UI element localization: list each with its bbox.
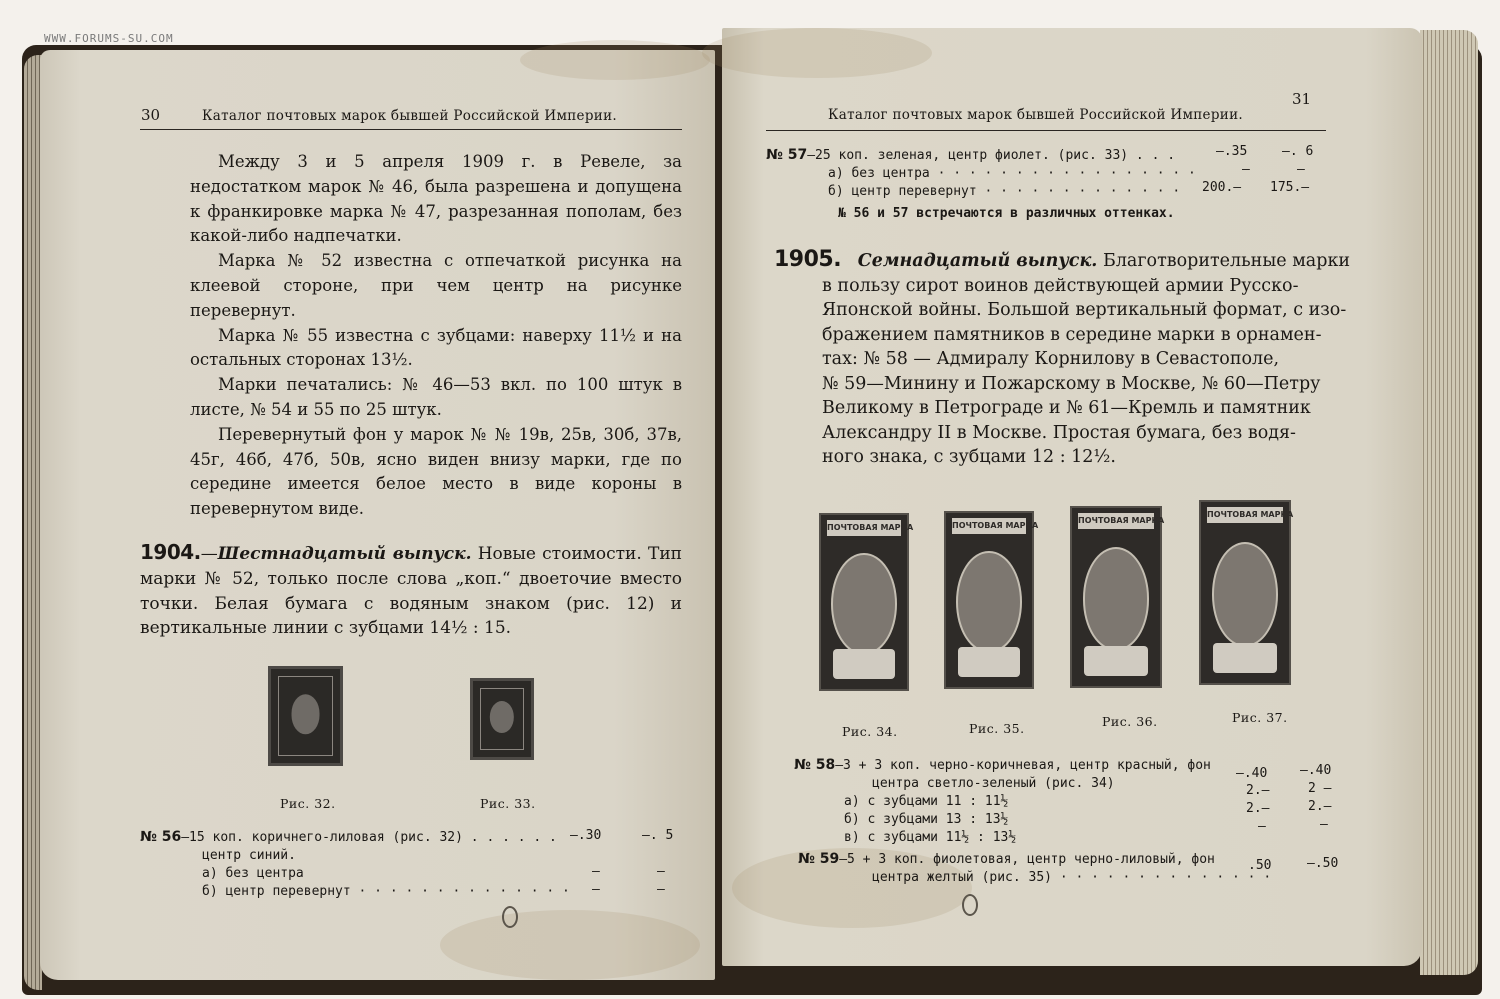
price-used: — — [657, 882, 665, 897]
section-line: бражением памятников в середине марки в орнамен- — [822, 324, 1322, 345]
entry-number: № 59 — [798, 851, 840, 867]
price-unused: — — [592, 864, 600, 879]
entry-line: —15 коп. коричнего-лиловая (рис. 32) . . . . . . — [181, 830, 557, 845]
section-title: Семнадцатый выпуск. — [857, 251, 1098, 271]
section-1904 — [140, 540, 682, 641]
stamp-illustration-37: ПОЧТОВАЯ МАРКА — [1199, 500, 1291, 685]
price-unused: —.35 — [1216, 144, 1248, 159]
left-page — [40, 50, 715, 980]
price-used: — — [657, 864, 665, 879]
entry-number: № 56 — [140, 829, 182, 845]
price-unused: —.40 — [1236, 766, 1268, 781]
section-line: ного знака, с зубцами 12 : 12½. — [822, 447, 1116, 467]
section-line: тах: № 58 — Адмиралу Корнилову в Севастополе, — [822, 349, 1280, 369]
figure-caption: Рис. 34. — [842, 724, 898, 739]
entry-number: № 58 — [794, 757, 836, 773]
catalog-entry-58 — [794, 756, 1211, 847]
catalog-entry-56 — [140, 828, 570, 901]
paragraph: Между 3 и 5 апреля 1909 г. в Ревеле, за недостатком марок № 46, была разрешена и допущена к франкировке марка № 47, разрезанная пополам, без какой-либо надпечатки. — [190, 152, 682, 246]
entry-line: а) без центра · · · · · · · · · · · · · · · · · — [828, 166, 1196, 181]
price-used: — — [1320, 817, 1328, 832]
price-used: — — [1297, 162, 1305, 177]
price-used: —. 6 — [1282, 144, 1314, 159]
figure-caption: Рис. 33. — [480, 796, 536, 811]
section-line: Александру II в Москве. Простая бумага, без водя- — [822, 422, 1296, 443]
price-unused: —.30 — [570, 828, 602, 843]
watermark: WWW.FORUMS-SU.COM — [44, 32, 174, 45]
paragraph: Марка № 52 известна с отпечаткой рисунка на клеевой стороне, при чем центр на рисунке перевернут. — [190, 251, 682, 320]
section-dash: — — [200, 544, 218, 564]
price-unused: .50 — [1248, 858, 1272, 873]
header-rule — [140, 129, 682, 130]
entry-line: а) без центра — [202, 866, 304, 881]
section-line: в пользу сирот воинов действующей армии Русско- — [822, 275, 1299, 296]
price-unused: — — [592, 882, 600, 897]
stamp-illustration-34: ПОЧТОВАЯ МАРКА — [819, 513, 909, 691]
price-unused: 2.— — [1246, 783, 1270, 798]
section-line: Японской войны. Большой вертикальный формат, с изо- — [822, 300, 1347, 320]
entry-line: центра желтый (рис. 35) · · · · · · · · · · · · · · — [872, 870, 1272, 885]
entry-line: —25 коп. зеленая, центр фиолет. (рис. 33) . . . — [807, 148, 1176, 163]
stamp-illustration-33 — [470, 678, 534, 760]
body-text — [190, 150, 682, 522]
entry-line: в) с зубцами 11½ : 13½ — [844, 830, 1017, 845]
running-head: Каталог почтовых марок бывшей Российской Империи. — [828, 107, 1243, 123]
right-page — [722, 28, 1422, 966]
price-unused: — — [1258, 819, 1266, 834]
price-unused: 200.— — [1202, 180, 1242, 195]
price-used: —.50 — [1307, 856, 1339, 871]
price-used: —. 5 — [642, 828, 674, 843]
entry-line: центр синий. — [202, 848, 296, 863]
section-1905 — [774, 247, 1351, 470]
stamp-illustration-32 — [268, 666, 343, 766]
entry-line: центра светло-зеленый (рис. 34) — [872, 776, 1115, 791]
price-used: 2.— — [1308, 799, 1332, 814]
stamp-illustration-35: ПОЧТОВАЯ МАРКА — [944, 511, 1034, 689]
entry-line: б) с зубцами 13 : 13½ — [844, 812, 1009, 827]
section-year: 1904. — [140, 540, 201, 564]
price-used: —.40 — [1300, 763, 1332, 778]
section-year: 1905. — [774, 247, 842, 272]
figure-caption: Рис. 32. — [280, 796, 336, 811]
price-unused: — — [1242, 162, 1250, 177]
figure-caption: Рис. 37. — [1232, 710, 1288, 725]
running-head: Каталог почтовых марок бывшей Российской Империи. — [202, 108, 617, 124]
stamp-illustration-36: ПОЧТОВАЯ МАРКА — [1070, 506, 1162, 688]
entry-line: б) центр перевернут · · · · · · · · · · · · · — [828, 184, 1181, 199]
entry-number: № 57 — [766, 147, 808, 163]
page-number: 31 — [1292, 90, 1312, 108]
figure-caption: Рис. 36. — [1102, 714, 1158, 729]
entry-line: —5 + 3 коп. фиолетовая, центр черно-лиловый, фон — [839, 852, 1215, 867]
section-text: Новые стоимости. Тип марки № 52, только после слова „коп.“ двоеточие вместо точки. Белая бумага с водяным знаком (рис. 12) и вертикальные линии с зубцами 14½ : 15. — [140, 544, 682, 639]
entry-line: —3 + 3 коп. черно-коричневая, центр красный, фон — [835, 758, 1211, 773]
section-title: Шестнадцатый выпуск. — [217, 544, 472, 564]
section-line: Благотворительные марки — [1097, 251, 1351, 271]
header-rule — [766, 130, 1326, 131]
page-number: 30 — [141, 106, 161, 124]
entry-line: а) с зубцами 11 : 11½ — [844, 794, 1009, 809]
catalog-entry-57 — [766, 146, 1196, 201]
variant-note: № 56 и 57 встречаются в различных оттенках. — [838, 206, 1175, 221]
section-line: № 59—Минину и Пожарскому в Москве, № 60—Петру — [822, 373, 1321, 394]
right-page-edges — [1420, 30, 1478, 975]
price-used: 175.— — [1270, 180, 1310, 195]
paragraph: Перевернутый фон у марок № № 19в, 25в, 30б, 37в, 45г, 46б, 47б, 50в, ясно виден внизу марки, где по середине имеется белое место в виде короны в перевернутом виде. — [190, 424, 682, 519]
paragraph: Марки печатались: № 46—53 вкл. по 100 штук в листе, № 54 и 55 по 25 штук. — [190, 375, 682, 419]
price-unused: 2.— — [1246, 801, 1270, 816]
thread-mark — [502, 906, 518, 928]
thread-mark — [962, 894, 978, 916]
stain — [520, 40, 710, 80]
stain — [440, 910, 700, 980]
section-line: Великому в Петрограде и № 61—Кремль и памятник — [822, 398, 1311, 418]
price-used: 2 — — [1308, 781, 1332, 796]
entry-line: б) центр перевернут · · · · · · · · · · · · · · — [202, 884, 570, 899]
stain — [702, 28, 932, 78]
figure-caption: Рис. 35. — [969, 721, 1025, 736]
catalog-entry-59 — [798, 850, 1271, 887]
paragraph: Марка № 55 известна с зубцами: наверху 11½ и на остальных сторонах 13½. — [190, 325, 682, 370]
